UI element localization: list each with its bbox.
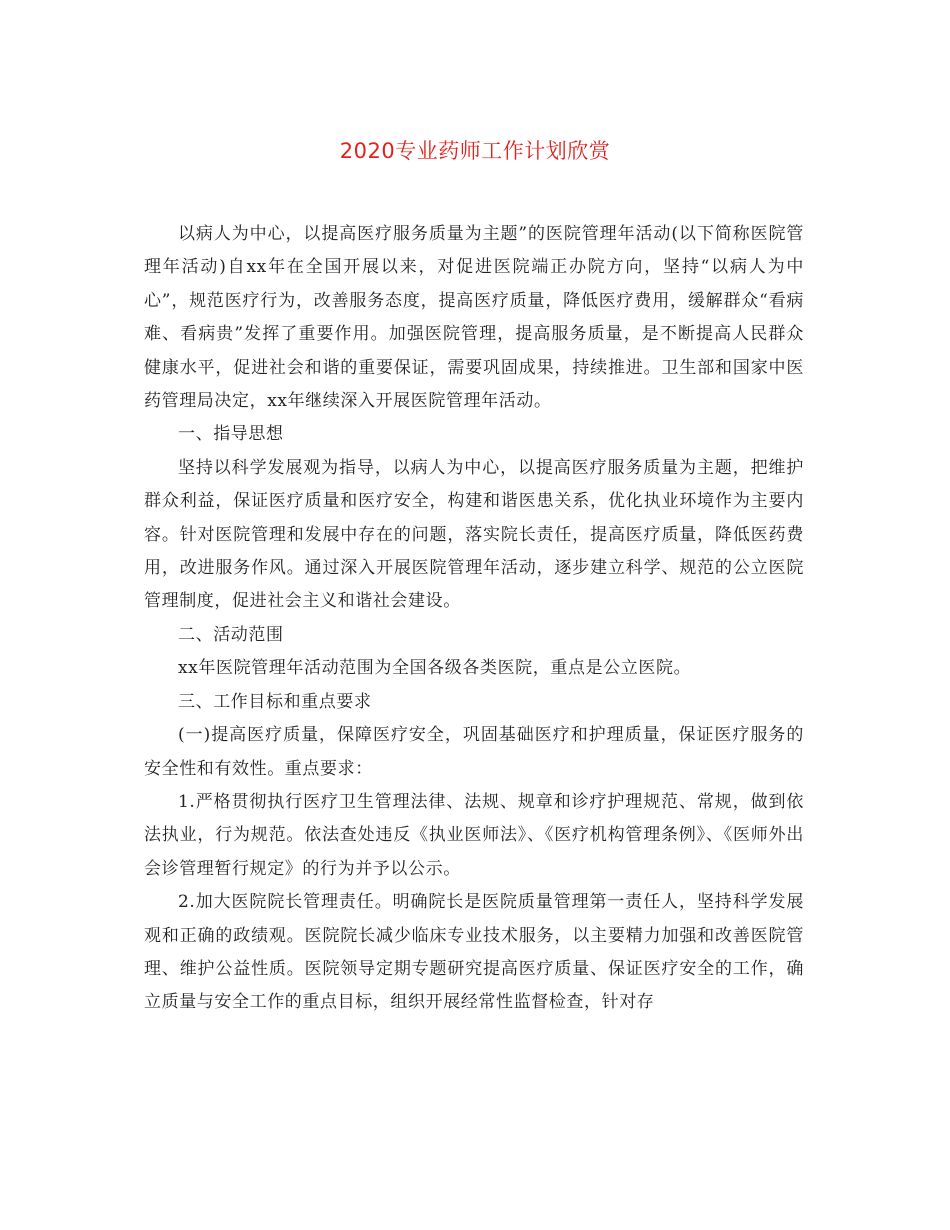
heading-goals-requirements: 三、工作目标和重点要求: [178, 691, 372, 712]
paragraph-intro: 以病人为中心，以提高医疗服务质量为主题”的医院管理年活动(以下简称医院管理年活动)自xx年在全国开展以来，对促进医院端正办院方向，坚持“以病人为中心”，规范医疗行为，改善服务态度，提高医疗质量，降低医疗费用，缓解群众“看病难、看病贵”发挥了重要作用。加强医院管理，提高服务质量，是不断提高人民群众健康水平，促进社会和谐的重要保证，需要巩固成果，持续推进。卫生部和国家中医药管理局决定，xx年继续深入开展医院管理年活动。: [144, 224, 804, 412]
heading-guiding-ideology: 一、指导思想: [178, 424, 284, 445]
heading-activity-scope: 二、活动范围: [178, 624, 284, 645]
paragraph-guiding-ideology: 坚持以科学发展观为指导，以病人为中心，以提高医疗服务质量为主题，把维护群众利益，保证医疗质量和医疗安全，构建和谐医患关系，优化执业环境作为主要内容。针对医院管理和发展中存在的问题，落实院长责任，提高医疗质量，降低医药费用，改进服务作风。通过深入开展医院管理年活动，逐步建立科学、规范的公立医院管理制度，促进社会主义和谐社会建设。: [144, 457, 804, 612]
document-body: [144, 218, 804, 1020]
paragraph-item-1: 1.严格贯彻执行医疗卫生管理法律、法规、规章和诊疗护理规范、常规，做到依法执业，行为规范。依法查处违反《执业医师法》、《医疗机构管理条例》、《医师外出会诊管理暂行规定》的行为并予以公示。: [144, 791, 804, 879]
paragraph-item-2: 2.加大医院院长管理责任。明确院长是医院质量管理第一责任人，坚持科学发展观和正确的政绩观。医院院长减少临床专业技术服务，以主要精力加强和改善医院管理、维护公益性质。医院领导定期专题研究提高医疗质量、保证医疗安全的工作，确立质量与安全工作的重点目标，组织开展经常性监督检查，针对存: [144, 892, 804, 1013]
paragraph-goal-1: (一)提高医疗质量，保障医疗安全，巩固基础医疗和护理质量，保证医疗服务的安全性和有效性。重点要求：: [144, 725, 804, 779]
paragraph-activity-scope: xx年医院管理年活动范围为全国各级各类医院，重点是公立医院。: [178, 658, 692, 679]
document-title: 2020专业药师工作计划欣赏: [339, 139, 611, 163]
